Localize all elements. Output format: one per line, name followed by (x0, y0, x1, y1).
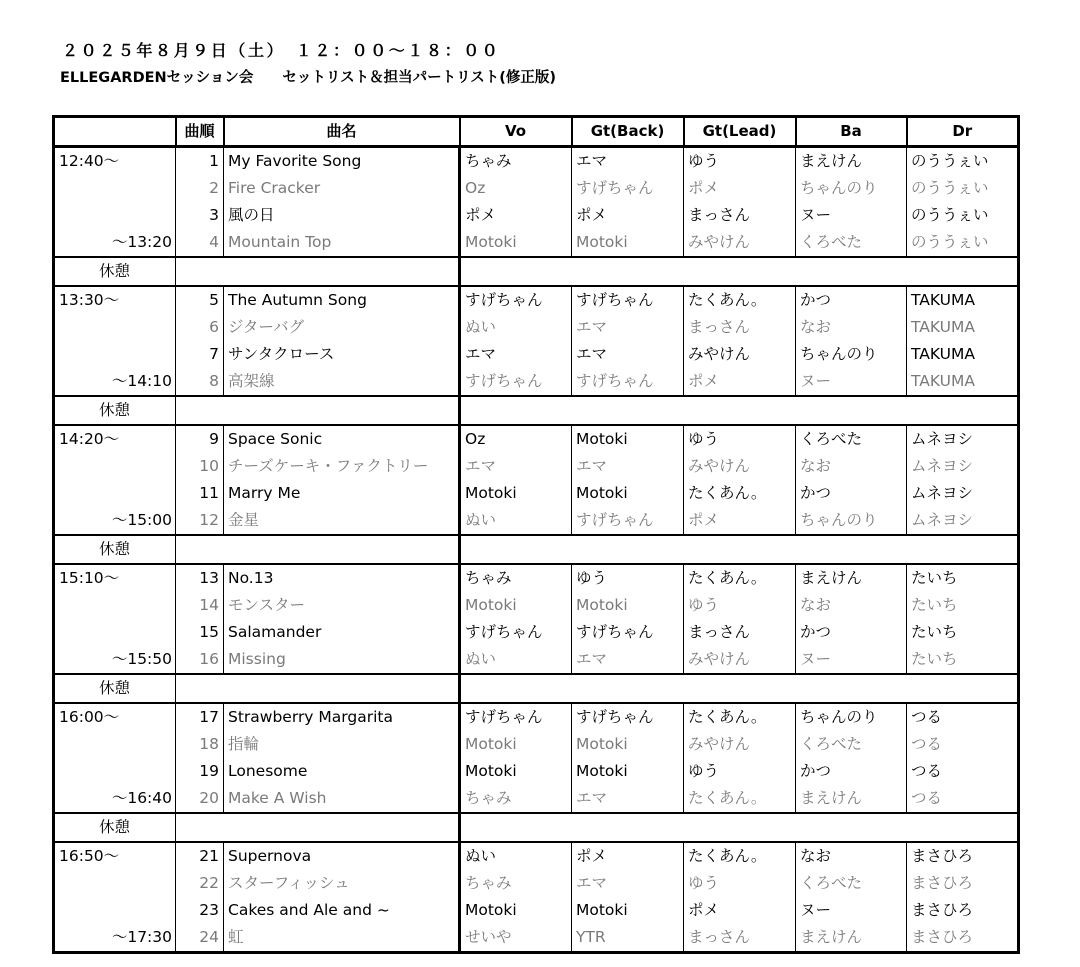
break-spacer (460, 396, 1019, 425)
song-row (54, 286, 1019, 314)
song-order: 17 (176, 703, 224, 731)
guitar-lead-member: たくあん。 (684, 703, 796, 731)
setlist-body (54, 147, 1019, 953)
guitar-lead-member: みやけん (684, 229, 796, 257)
drums-member: つる (907, 785, 1019, 813)
header-dr: Dr (907, 117, 1019, 147)
song-title: ジターバグ (224, 314, 460, 341)
break-spacer (176, 813, 460, 842)
song-order: 3 (176, 202, 224, 229)
break-label: 休憩 (54, 674, 176, 703)
vocal-member: ちゃみ (460, 870, 572, 897)
vocal-member: ぬい (460, 314, 572, 341)
drums-member: のううぇい (907, 175, 1019, 202)
drums-member: TAKUMA (907, 368, 1019, 396)
song-row (54, 314, 1019, 341)
song-order: 22 (176, 870, 224, 897)
vocal-member: Oz (460, 175, 572, 202)
header-time (54, 117, 176, 147)
time-slot-empty (54, 870, 176, 897)
song-row (54, 758, 1019, 785)
vocal-member: エマ (460, 453, 572, 480)
song-order: 24 (176, 924, 224, 953)
break-label: 休憩 (54, 535, 176, 564)
bass-member: まえけん (796, 785, 907, 813)
break-spacer (176, 257, 460, 286)
vocal-member: Motoki (460, 731, 572, 758)
bass-member: かつ (796, 480, 907, 507)
song-title: Missing (224, 646, 460, 674)
break-spacer (176, 535, 460, 564)
bass-member: かつ (796, 619, 907, 646)
bass-member: なお (796, 842, 907, 870)
guitar-lead-member: たくあん。 (684, 785, 796, 813)
song-row (54, 564, 1019, 592)
drums-member: まさひろ (907, 842, 1019, 870)
bass-member: ちゃんのり (796, 341, 907, 368)
break-row (54, 535, 1019, 564)
break-row (54, 396, 1019, 425)
vocal-member: すげちゃん (460, 619, 572, 646)
time-slot-empty (54, 341, 176, 368)
song-row (54, 147, 1019, 176)
time-slot: ～15:50 (54, 646, 176, 674)
time-slot: ～16:40 (54, 785, 176, 813)
song-row (54, 731, 1019, 758)
time-slot-empty (54, 758, 176, 785)
song-row (54, 202, 1019, 229)
bass-member: ヌー (796, 897, 907, 924)
guitar-lead-member: ポメ (684, 897, 796, 924)
bass-member: くろべた (796, 870, 907, 897)
song-title: 風の日 (224, 202, 460, 229)
song-order: 2 (176, 175, 224, 202)
drums-member: つる (907, 703, 1019, 731)
song-title: Cakes and Ale and ~ (224, 897, 460, 924)
header-row (54, 117, 1019, 147)
song-title: Fire Cracker (224, 175, 460, 202)
song-row (54, 842, 1019, 870)
song-title: My Favorite Song (224, 147, 460, 176)
guitar-back-member: Motoki (572, 897, 684, 924)
vocal-member: Motoki (460, 592, 572, 619)
song-row (54, 619, 1019, 646)
song-row (54, 897, 1019, 924)
time-slot-empty (54, 175, 176, 202)
break-spacer (176, 396, 460, 425)
song-order: 15 (176, 619, 224, 646)
guitar-back-member: すげちゃん (572, 286, 684, 314)
song-order: 13 (176, 564, 224, 592)
vocal-member: エマ (460, 341, 572, 368)
break-spacer (460, 535, 1019, 564)
bass-member: かつ (796, 286, 907, 314)
guitar-back-member: すげちゃん (572, 175, 684, 202)
song-row (54, 453, 1019, 480)
vocal-member: Oz (460, 425, 572, 453)
guitar-back-member: ポメ (572, 202, 684, 229)
song-row (54, 480, 1019, 507)
bass-member: ヌー (796, 368, 907, 396)
setlist-table (52, 115, 1020, 954)
song-row (54, 703, 1019, 731)
vocal-member: ぬい (460, 646, 572, 674)
bass-member: なお (796, 592, 907, 619)
song-row (54, 924, 1019, 953)
time-slot: ～17:30 (54, 924, 176, 953)
time-slot-empty (54, 314, 176, 341)
header-gt-back: Gt(Back) (572, 117, 684, 147)
song-row (54, 425, 1019, 453)
time-slot: ～15:00 (54, 507, 176, 535)
song-order: 11 (176, 480, 224, 507)
song-row (54, 175, 1019, 202)
song-title: 金星 (224, 507, 460, 535)
song-title: Make A Wish (224, 785, 460, 813)
drums-member: TAKUMA (907, 314, 1019, 341)
time-slot: 14:20～ (54, 425, 176, 453)
song-title: サンタクロース (224, 341, 460, 368)
guitar-lead-member: まっさん (684, 924, 796, 953)
song-row (54, 229, 1019, 257)
song-order: 19 (176, 758, 224, 785)
drums-member: ムネヨシ (907, 453, 1019, 480)
vocal-member: ちゃみ (460, 147, 572, 176)
break-spacer (176, 674, 460, 703)
guitar-back-member: エマ (572, 341, 684, 368)
break-spacer (460, 813, 1019, 842)
song-row (54, 368, 1019, 396)
time-slot-empty (54, 480, 176, 507)
guitar-back-member: ポメ (572, 842, 684, 870)
song-row (54, 592, 1019, 619)
song-order: 1 (176, 147, 224, 176)
song-title: The Autumn Song (224, 286, 460, 314)
break-spacer (460, 674, 1019, 703)
song-order: 12 (176, 507, 224, 535)
bass-member: まえけん (796, 924, 907, 953)
song-order: 14 (176, 592, 224, 619)
document-title: ELLEGARDENセッション会 セットリスト＆担当パートリスト(修正版) (60, 70, 557, 86)
time-slot-empty (54, 731, 176, 758)
time-slot: 12:40～ (54, 147, 176, 176)
guitar-lead-member: みやけん (684, 341, 796, 368)
time-slot-empty (54, 592, 176, 619)
time-slot: ～14:10 (54, 368, 176, 396)
time-slot: 16:50～ (54, 842, 176, 870)
song-order: 5 (176, 286, 224, 314)
bass-member: くろべた (796, 731, 907, 758)
song-row (54, 341, 1019, 368)
bass-member: まえけん (796, 147, 907, 176)
song-title: 高架線 (224, 368, 460, 396)
vocal-member: すげちゃん (460, 703, 572, 731)
song-order: 20 (176, 785, 224, 813)
break-row (54, 813, 1019, 842)
drums-member: のううぇい (907, 229, 1019, 257)
guitar-back-member: エマ (572, 785, 684, 813)
drums-member: たいち (907, 646, 1019, 674)
drums-member: つる (907, 758, 1019, 785)
time-slot-empty (54, 619, 176, 646)
song-title: チーズケーキ・ファクトリー (224, 453, 460, 480)
bass-member: なお (796, 453, 907, 480)
drums-member: ムネヨシ (907, 480, 1019, 507)
drums-member: ムネヨシ (907, 507, 1019, 535)
drums-member: のううぇい (907, 202, 1019, 229)
song-order: 23 (176, 897, 224, 924)
break-row (54, 257, 1019, 286)
vocal-member: せいや (460, 924, 572, 953)
time-slot-empty (54, 897, 176, 924)
guitar-lead-member: たくあん。 (684, 286, 796, 314)
song-order: 18 (176, 731, 224, 758)
guitar-back-member: すげちゃん (572, 703, 684, 731)
song-order: 4 (176, 229, 224, 257)
bass-member: かつ (796, 758, 907, 785)
drums-member: まさひろ (907, 924, 1019, 953)
song-title: モンスター (224, 592, 460, 619)
song-title: 虹 (224, 924, 460, 953)
guitar-back-member: Motoki (572, 480, 684, 507)
bass-member: ちゃんのり (796, 703, 907, 731)
header-song: 曲名 (224, 117, 460, 147)
song-order: 10 (176, 453, 224, 480)
time-slot: 15:10～ (54, 564, 176, 592)
guitar-back-member: Motoki (572, 592, 684, 619)
guitar-back-member: ゆう (572, 564, 684, 592)
vocal-member: Motoki (460, 480, 572, 507)
drums-member: ムネヨシ (907, 425, 1019, 453)
guitar-back-member: エマ (572, 453, 684, 480)
guitar-lead-member: たくあん。 (684, 564, 796, 592)
guitar-back-member: エマ (572, 147, 684, 176)
break-row (54, 674, 1019, 703)
drums-member: たいち (907, 619, 1019, 646)
drums-member: つる (907, 731, 1019, 758)
guitar-lead-member: ゆう (684, 758, 796, 785)
header-vo: Vo (460, 117, 572, 147)
vocal-member: ちゃみ (460, 785, 572, 813)
vocal-member: ぬい (460, 507, 572, 535)
guitar-back-member: Motoki (572, 758, 684, 785)
vocal-member: すげちゃん (460, 286, 572, 314)
guitar-lead-member: みやけん (684, 731, 796, 758)
song-order: 6 (176, 314, 224, 341)
song-title: Space Sonic (224, 425, 460, 453)
guitar-lead-member: ゆう (684, 592, 796, 619)
song-row (54, 785, 1019, 813)
bass-member: なお (796, 314, 907, 341)
guitar-lead-member: たくあん。 (684, 480, 796, 507)
guitar-lead-member: まっさん (684, 314, 796, 341)
song-order: 16 (176, 646, 224, 674)
bass-member: くろべた (796, 425, 907, 453)
vocal-member: ちゃみ (460, 564, 572, 592)
song-order: 21 (176, 842, 224, 870)
drums-member: まさひろ (907, 870, 1019, 897)
song-title: Salamander (224, 619, 460, 646)
song-title: 指輪 (224, 731, 460, 758)
break-label: 休憩 (54, 257, 176, 286)
guitar-back-member: Motoki (572, 229, 684, 257)
guitar-lead-member: たくあん。 (684, 842, 796, 870)
song-title: Strawberry Margarita (224, 703, 460, 731)
vocal-member: Motoki (460, 229, 572, 257)
vocal-member: Motoki (460, 897, 572, 924)
guitar-back-member: エマ (572, 646, 684, 674)
guitar-back-member: すげちゃん (572, 507, 684, 535)
time-slot-empty (54, 453, 176, 480)
guitar-lead-member: まっさん (684, 202, 796, 229)
bass-member: ヌー (796, 202, 907, 229)
vocal-member: Motoki (460, 758, 572, 785)
time-slot-empty (54, 202, 176, 229)
guitar-lead-member: ゆう (684, 147, 796, 176)
song-title: スターフィッシュ (224, 870, 460, 897)
bass-member: ちゃんのり (796, 507, 907, 535)
break-label: 休憩 (54, 396, 176, 425)
song-order: 9 (176, 425, 224, 453)
song-order: 8 (176, 368, 224, 396)
drums-member: TAKUMA (907, 341, 1019, 368)
time-slot: 16:00～ (54, 703, 176, 731)
header-ba: Ba (796, 117, 907, 147)
bass-member: ちゃんのり (796, 175, 907, 202)
song-row (54, 507, 1019, 535)
guitar-back-member: エマ (572, 870, 684, 897)
song-order: 7 (176, 341, 224, 368)
bass-member: くろべた (796, 229, 907, 257)
drums-member: TAKUMA (907, 286, 1019, 314)
drums-member: たいち (907, 564, 1019, 592)
guitar-back-member: すげちゃん (572, 619, 684, 646)
header-order: 曲順 (176, 117, 224, 147)
break-spacer (460, 257, 1019, 286)
guitar-back-member: エマ (572, 314, 684, 341)
header-gt-lead: Gt(Lead) (684, 117, 796, 147)
song-title: Marry Me (224, 480, 460, 507)
guitar-lead-member: ゆう (684, 425, 796, 453)
guitar-lead-member: まっさん (684, 619, 796, 646)
drums-member: たいち (907, 592, 1019, 619)
song-row (54, 646, 1019, 674)
guitar-lead-member: ポメ (684, 175, 796, 202)
guitar-lead-member: ポメ (684, 507, 796, 535)
guitar-back-member: Motoki (572, 425, 684, 453)
break-label: 休憩 (54, 813, 176, 842)
song-title: No.13 (224, 564, 460, 592)
song-title: Supernova (224, 842, 460, 870)
time-slot: 13:30～ (54, 286, 176, 314)
song-title: Lonesome (224, 758, 460, 785)
song-title: Mountain Top (224, 229, 460, 257)
guitar-back-member: YTR (572, 924, 684, 953)
event-date-title: ２０２５年８月９日（土） １２：００～１８：００ (62, 41, 501, 60)
vocal-member: すげちゃん (460, 368, 572, 396)
guitar-back-member: すげちゃん (572, 368, 684, 396)
guitar-lead-member: ポメ (684, 368, 796, 396)
drums-member: のううぇい (907, 147, 1019, 176)
time-slot: ～13:20 (54, 229, 176, 257)
guitar-lead-member: みやけん (684, 646, 796, 674)
guitar-lead-member: ゆう (684, 870, 796, 897)
drums-member: まさひろ (907, 897, 1019, 924)
bass-member: ヌー (796, 646, 907, 674)
vocal-member: ぬい (460, 842, 572, 870)
guitar-lead-member: みやけん (684, 453, 796, 480)
song-row (54, 870, 1019, 897)
vocal-member: ポメ (460, 202, 572, 229)
bass-member: まえけん (796, 564, 907, 592)
guitar-back-member: Motoki (572, 731, 684, 758)
